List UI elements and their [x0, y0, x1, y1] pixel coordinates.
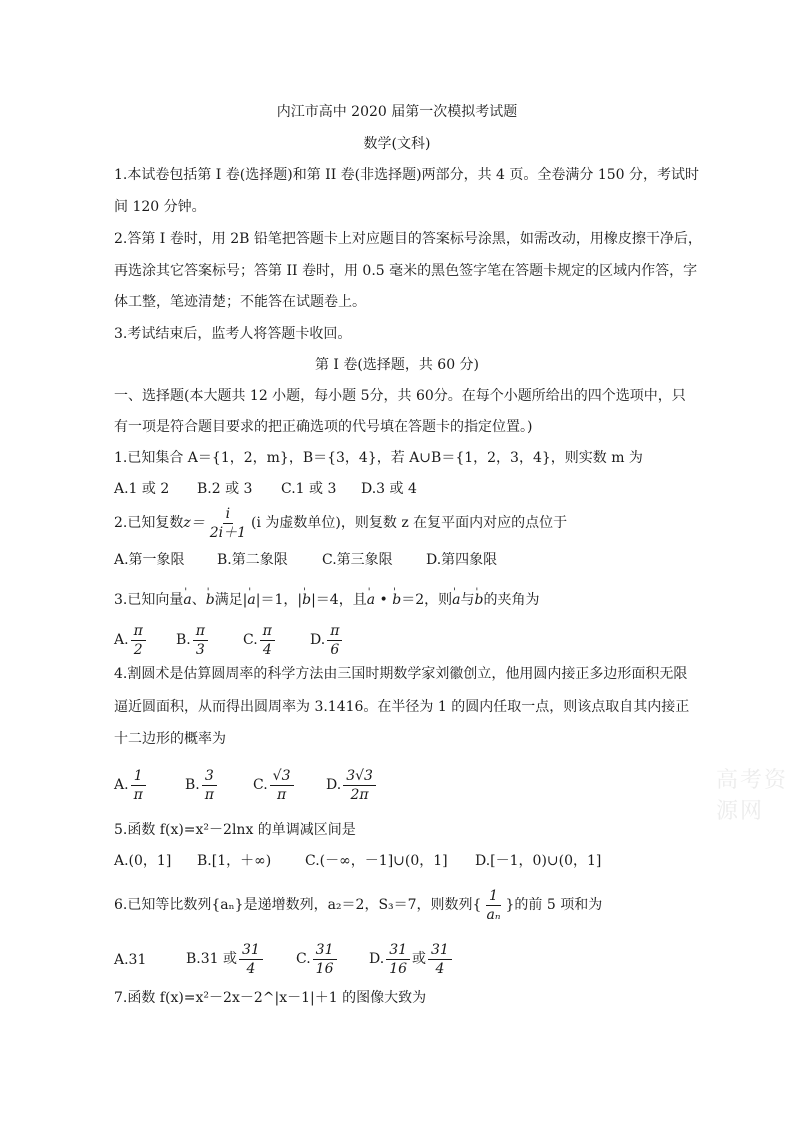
- vector-a: ' a: [452, 592, 460, 608]
- q1-option-d: D.3 或 4: [361, 481, 417, 497]
- vector-a: ' a: [367, 592, 375, 608]
- q3-option-b: [176, 622, 210, 658]
- q4-option-c: [253, 765, 296, 805]
- q6-b-num: 31: [239, 942, 263, 960]
- q6-b-den: 4: [246, 960, 256, 977]
- q6-d-den-2: 4: [435, 960, 445, 977]
- q3-text-1: 3.已知向量: [114, 592, 184, 608]
- question-2: [114, 505, 567, 541]
- question-5: 5.函数 f(x)=x²－2lnx 的单调减区间是: [114, 822, 356, 838]
- q5-option-c: C.(－∞，－1]∪(0，1]: [305, 853, 448, 869]
- q6-option-d-or: 或: [412, 951, 427, 967]
- q3-c-den: 4: [262, 641, 272, 658]
- q1-option-b: B.2 或 3: [197, 481, 253, 497]
- q2-option-a: A.第一象限: [114, 552, 185, 568]
- q4-option-b-fraction: [202, 768, 217, 803]
- q4-option-c-fraction: [270, 768, 294, 803]
- q3-d-den: 6: [330, 641, 340, 658]
- q3-text-5: ＝2，则: [401, 592, 453, 608]
- q3-b-num: π: [193, 623, 208, 641]
- q6-d-den-1: 16: [389, 960, 408, 977]
- question-4a: 4.割圆术是估算圆周率的科学方法由三国时期数学家刘徽创立，他用圆内接正多边形面积无限: [114, 666, 688, 682]
- instruction-1b: 间 120 分钟。: [114, 199, 206, 215]
- q5-option-a: A.(0，1]: [114, 853, 172, 869]
- instruction-2b: 再选涂其它答案标号；答第 II 卷时，用 0.5 毫米的黑色签字笔在答题卡规定的区域内作答，字: [114, 263, 698, 279]
- q6-option-b-prefix: B.31 或: [186, 951, 238, 967]
- q6-option-b: [186, 938, 265, 980]
- q1-option-c: C.1 或 3: [281, 481, 337, 497]
- q6-option-a: A.31: [114, 952, 147, 968]
- instruction-3: 3.考试结束后，监考人将答题卡收回。: [114, 326, 352, 342]
- q4-option-d-fraction: [343, 768, 376, 803]
- q6-option-d-prefix: D.: [369, 951, 385, 967]
- q6-option-c-prefix: C.: [296, 951, 311, 967]
- exam-subtitle: 数学(文科): [363, 136, 431, 152]
- q4-a-den: π: [133, 786, 143, 803]
- q6-option-d: [369, 938, 454, 980]
- q4-c-num: √3: [270, 768, 294, 786]
- instruction-2a: 2.答第 I 卷时，用 2B 铅笔把答题卡上对应题目的答案标号涂黑，如需改动，用橡皮擦干净后，: [114, 231, 702, 247]
- q3-text-6: 与: [460, 592, 475, 608]
- q3-option-c: [243, 622, 277, 658]
- q3-c-num: π: [260, 623, 275, 641]
- question-4c: 十二边形的概率为: [114, 731, 226, 747]
- q3-option-b-label: B.: [176, 632, 191, 648]
- q3-option-b-fraction: [193, 623, 208, 658]
- exam-title: 内江市高中 2020 届第一次模拟考试题: [276, 104, 518, 120]
- question-1: 1.已知集合 A＝{1，2，m}，B＝{3，4}，若 A∪B＝{1，2，3，4}，则实数 m 为: [114, 450, 643, 466]
- q2-z: z＝: [183, 515, 205, 531]
- q3-a-num: π: [131, 623, 146, 641]
- q3-option-a-label: A.: [114, 632, 129, 648]
- q5-option-b: B.[1，＋∞): [197, 853, 272, 869]
- q4-option-d-label: D.: [326, 777, 342, 793]
- q3-text-3: |＝1，|: [255, 592, 303, 608]
- q4-option-a-label: A.: [114, 777, 129, 793]
- vector-b: ' b: [302, 592, 311, 608]
- q3-text-4: |＝4，且: [311, 592, 367, 608]
- q4-option-b-label: B.: [185, 777, 200, 793]
- q4-b-den: π: [204, 786, 214, 803]
- instruction-1a: 1.本试卷包括第 I 卷(选择题)和第 II 卷(非选择题)两部分，共 4 页。全卷满分 150 分，考试时: [114, 167, 700, 183]
- q6-prefix: 6.已知等比数列{aₙ}是递增数列，a₂＝2，S₃＝7，则数列{: [114, 897, 482, 913]
- q6-fraction: [483, 888, 503, 923]
- q6-option-b-fraction: [239, 942, 263, 977]
- instruction-2c: 体工整，笔迹清楚；不能答在试题卷上。: [114, 294, 366, 310]
- q6-option-d-fraction-2: [428, 942, 452, 977]
- section-intro-a: 一、选择题(本大题共 12 小题，每小题 5分，共 60分。在每个小题所给出的四个选项中，只: [114, 388, 686, 404]
- q6-c-num: 31: [313, 942, 337, 960]
- q4-b-num: 3: [202, 768, 217, 786]
- q3-option-a: [114, 622, 148, 658]
- q3-option-c-label: C.: [243, 632, 258, 648]
- question-4b: 逼近圆面积，从而得出圆周率为 3.1416。在半径为 1 的圆内任取一点，则该点取自其内接正: [114, 699, 690, 715]
- q3-dot: •: [375, 592, 393, 608]
- q4-d-num: 3√3: [343, 768, 376, 786]
- q6-d-num-1: 31: [386, 942, 410, 960]
- question-3: [114, 590, 539, 610]
- q3-b-den: 3: [195, 641, 205, 658]
- q3-option-c-fraction: [260, 623, 275, 658]
- q1-option-a: A.1 或 2: [114, 481, 170, 497]
- q5-option-d: D.[－1，0)∪(0，1]: [475, 853, 602, 869]
- q4-option-a-fraction: [131, 768, 146, 803]
- q2-denominator: 2i＋1: [209, 524, 247, 541]
- q2-option-c: C.第三象限: [322, 552, 393, 568]
- q4-d-den: 2π: [350, 786, 369, 803]
- q2-suffix: (i 为虚数单位)，则复数 z 在复平面内对应的点位于: [251, 515, 568, 531]
- vector-b: ' b: [474, 592, 483, 608]
- q4-option-b: [185, 765, 219, 805]
- section-intro-b: 有一项是符合题目要求的把正确选项的代号填在答题卡的指定位置。): [114, 419, 533, 435]
- q6-option-c: [296, 938, 339, 980]
- question-7: 7.函数 f(x)=x²－2x－2^|x－1|＋1 的图像大致为: [114, 990, 427, 1006]
- q3-text-2: 满足|: [214, 592, 248, 608]
- q6-c-den: 16: [315, 960, 334, 977]
- q3-option-d-fraction: [327, 623, 342, 658]
- q6-suffix: }的前 5 项和为: [505, 897, 603, 913]
- question-6: [114, 884, 602, 926]
- q3-a-den: 2: [133, 641, 143, 658]
- q3-d-num: π: [327, 623, 342, 641]
- q4-option-a: [114, 765, 148, 805]
- q2-fraction: [207, 506, 249, 541]
- q2-option-d: D.第四象限: [426, 552, 498, 568]
- q4-option-d: [326, 765, 378, 805]
- q2-numerator: i: [223, 506, 233, 524]
- q6-den: aₙ: [486, 906, 501, 923]
- watermark: 高考资源网: [716, 768, 789, 824]
- q3-option-d: [310, 622, 344, 658]
- vector-b: ' b: [392, 592, 401, 608]
- q2-prefix: 2.已知复数: [114, 515, 184, 531]
- vector-a: ' a: [183, 592, 191, 608]
- q4-c-den: π: [276, 786, 287, 803]
- vector-b: ' b: [206, 592, 215, 608]
- q6-option-c-fraction: [313, 942, 337, 977]
- q4-option-c-label: C.: [253, 777, 268, 793]
- q6-num: 1: [486, 888, 501, 906]
- q3-option-d-label: D.: [310, 632, 326, 648]
- q2-option-b: B.第二象限: [217, 552, 288, 568]
- q6-option-d-fraction-1: [386, 942, 410, 977]
- q4-a-num: 1: [131, 768, 146, 786]
- q3-sep: 、: [191, 592, 206, 608]
- q6-d-num-2: 31: [428, 942, 452, 960]
- q3-option-a-fraction: [131, 623, 146, 658]
- q3-text-7: 的夹角为: [483, 592, 540, 608]
- section-title: 第 I 卷(选择题，共 60 分): [314, 357, 480, 373]
- vector-a: ' a: [247, 592, 255, 608]
